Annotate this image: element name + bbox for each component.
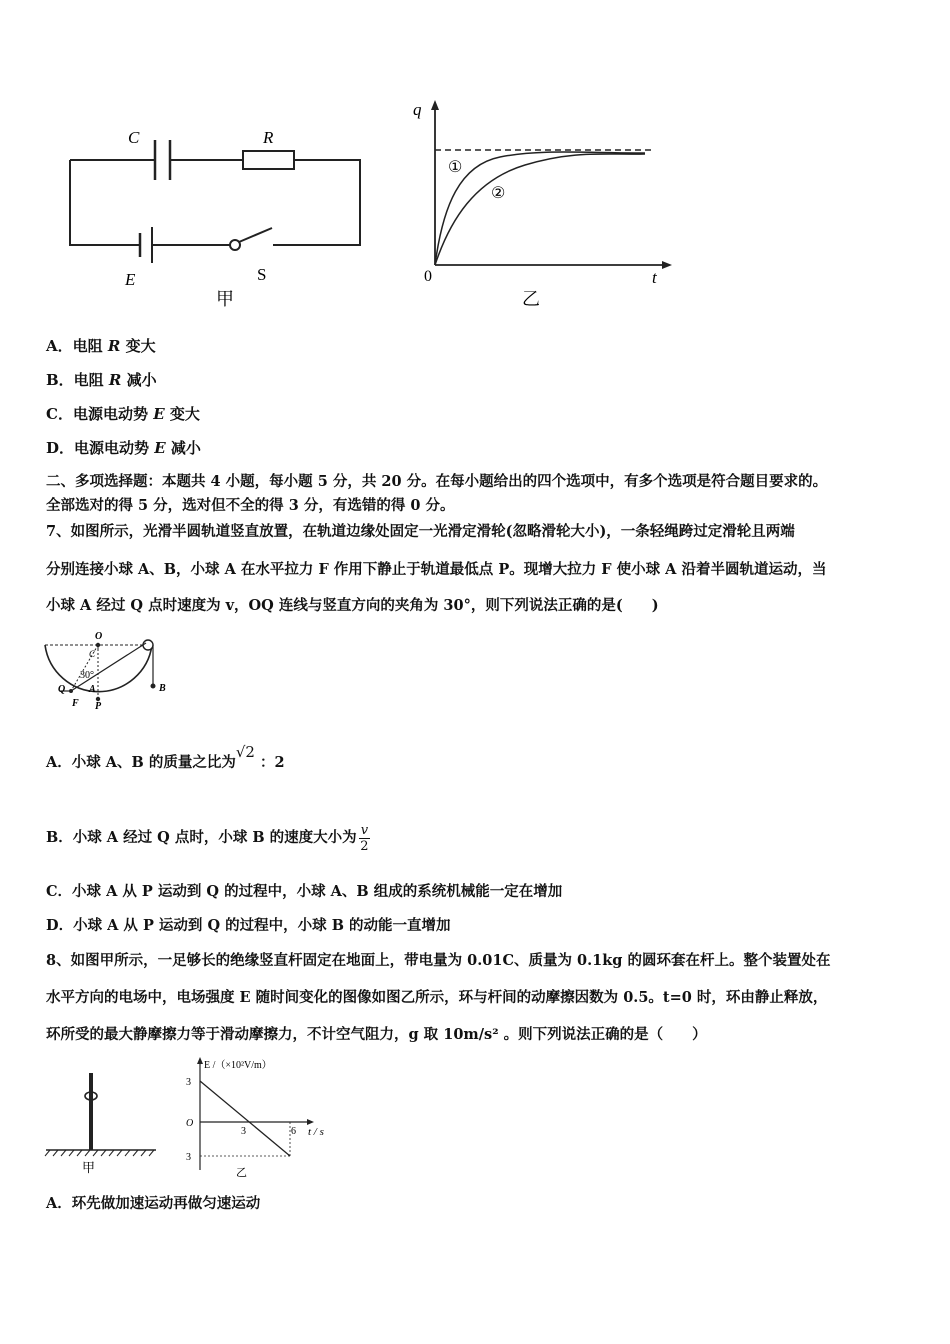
q6-option-a: A．电阻 R 变大 [46, 337, 156, 355]
label-c: C [128, 128, 140, 147]
qt-graph [405, 95, 675, 315]
graph-ylabel: q [413, 100, 422, 119]
et-y-bottom: 3 [186, 1152, 191, 1163]
sqrt2: √2 [235, 743, 255, 761]
curve2-label: ② [491, 185, 506, 202]
section2-line1: 二、多项选择题：本题共 4 小题，每小题 5 分，共 20 分。在每小题给出的四个选项中，有多个选项是符合题目要求的。 [46, 473, 828, 490]
q8-option-a: A．环先做加速运动再做匀速运动 [46, 1195, 261, 1212]
q6-option-b: B．电阻 R 减小 [46, 371, 157, 389]
q6-option-c: C．电源电动势 E 变大 [46, 405, 200, 423]
q7-option-b: B．小球 A 经过 Q 点时，小球 B 的速度大小为 $\frac{v}{2}$ [46, 822, 369, 854]
graph-origin: 0 [424, 268, 432, 285]
et-origin: O [186, 1118, 194, 1129]
et-caption: 乙 [236, 1167, 247, 1179]
q8-line3: 环所受的最大静摩擦力等于滑动摩擦力，不计空气阻力，g 取 10m/s² 。则下列说法正确的是（ ） [46, 1026, 707, 1043]
rod-ring-figure [44, 1068, 164, 1178]
et-ylabel: E /（×10²V/m） [204, 1060, 272, 1071]
et-xlabel: t / s [308, 1126, 324, 1138]
curve1-label: ① [448, 159, 463, 176]
q7-option-d: D．小球 A 从 P 运动到 Q 的过程中，小球 B 的动能一直增加 [46, 917, 451, 934]
et-graph [178, 1052, 343, 1182]
fig-label-c: C [89, 649, 96, 659]
q7-figure [40, 628, 180, 713]
q7-option-c: C．小球 A 从 P 运动到 Q 的过程中，小球 A、B 组成的系统机械能一定在增加 [46, 883, 563, 900]
label-s: S [257, 265, 267, 284]
et-y-top: 3 [186, 1077, 191, 1088]
q7-line1: 7、如图所示，光滑半圆轨道竖直放置，在轨道边缘处固定一光滑定滑轮(忽略滑轮大小)，一条轻绳跨过定滑轮且两端 [46, 523, 795, 540]
fig-label-a: A [89, 684, 96, 695]
caption-jia: 甲 [216, 289, 234, 309]
label-e: E [125, 270, 136, 289]
q7-line3: 小球 A 经过 Q 点时速度为 v，OQ 连线与竖直方向的夹角为 30°，则下列说法正确的是( ) [46, 597, 659, 614]
et-x-mid: 3 [241, 1126, 246, 1137]
q6-option-d: D．电源电动势 E 减小 [46, 439, 201, 457]
section2-line2: 全部选对的得 5 分，选对但不全的得 3 分，有选错的得 0 分。 [46, 497, 455, 514]
fig-label-q: Q [58, 684, 66, 695]
graph-xlabel: t [652, 268, 657, 287]
fig-label-b: B [159, 683, 166, 694]
fig-label-f: F [72, 698, 79, 709]
fig-label-p: P [95, 701, 102, 712]
et-x-end: 6 [291, 1126, 296, 1137]
caption-yi: 乙 [522, 289, 540, 309]
fig-label-angle: 30° [80, 670, 94, 681]
q7-option-a: A．小球 A、B 的质量之比为√2 ：2 [46, 743, 285, 771]
q8-line1: 8、如图甲所示，一足够长的绝缘竖直杆固定在地面上，带电量为 0.01C、质量为 0.1kg 的圆环套在杆上。整个装置处在 [46, 952, 831, 969]
label-r: R [263, 128, 274, 147]
fraction-v-over-2: $\frac{v}{2}$ [360, 822, 369, 854]
q7-line2: 分别连接小球 A、B，小球 A 在水平拉力 F 作用下静止于轨道最低点 P。现增大拉力 F 使小球 A 沿着半圆轨道运动，当 [46, 561, 827, 578]
circuit-diagram [60, 115, 380, 315]
q8-line2: 水平方向的电场中，电场强度 E 随时间变化的图像如图乙所示，环与杆间的动摩擦因数为 0.5。t=0 时，环由静止释放， [46, 989, 828, 1006]
rod-caption: 甲 [82, 1160, 96, 1175]
fig-label-o: O [95, 631, 103, 642]
